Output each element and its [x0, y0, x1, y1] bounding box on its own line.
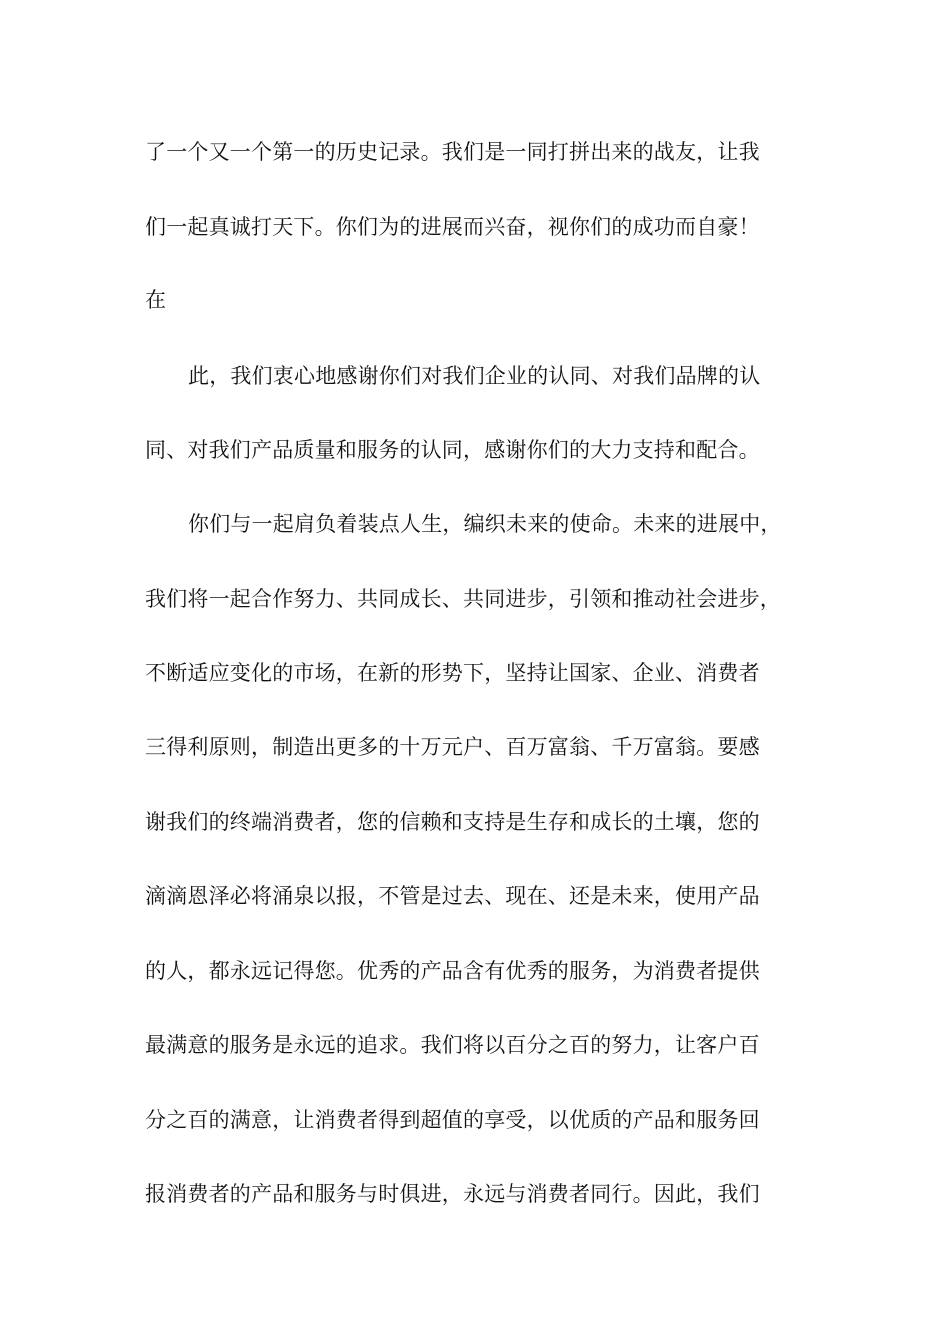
text-line: 滴滴恩泽必将涌泉以报，不管是过去、现在、还是未来，使用产品 — [145, 884, 760, 908]
paragraph-first-line: 此，我们衷心地感谢你们对我们企业的认同、对我们品牌的认 — [188, 364, 761, 388]
text-line: 三得利原则，制造出更多的十万元户、百万富翁、千万富翁。要感 — [145, 735, 760, 759]
paragraph-first-line: 你们与一起肩负着装点人生，编织未来的使命。未来的进展中， — [188, 512, 782, 536]
text-line: 不断适应变化的市场，在新的形势下，坚持让国家、企业、消费者 — [145, 661, 760, 685]
text-line: 最满意的服务是永远的追求。我们将以百分之百的努力，让客户百 — [145, 1033, 760, 1057]
text-line: 同、对我们产品质量和服务的认同，感谢你们的大力支持和配合。 — [145, 438, 760, 462]
text-line: 分之百的满意，让消费者得到超值的享受，以优质的产品和服务回 — [145, 1108, 760, 1132]
text-line: 的人，都永远记得您。优秀的产品含有优秀的服务，为消费者提供 — [145, 959, 760, 983]
text-line: 们一起真诚打天下。你们为的进展而兴奋，视你们的成功而自豪！ — [145, 215, 760, 239]
text-line: 谢我们的终端消费者，您的信赖和支持是生存和成长的土壤，您的 — [145, 810, 760, 834]
text-line: 我们将一起合作努力、共同成长、共同进步，引领和推动社会进步， — [145, 587, 781, 611]
text-line: 在 — [145, 288, 167, 312]
text-line: 报消费者的产品和服务与时俱进，永远与消费者同行。因此，我们 — [145, 1182, 760, 1206]
text-line: 了一个又一个第一的历史记录。我们是一同打拼出来的战友，让我 — [145, 140, 760, 164]
